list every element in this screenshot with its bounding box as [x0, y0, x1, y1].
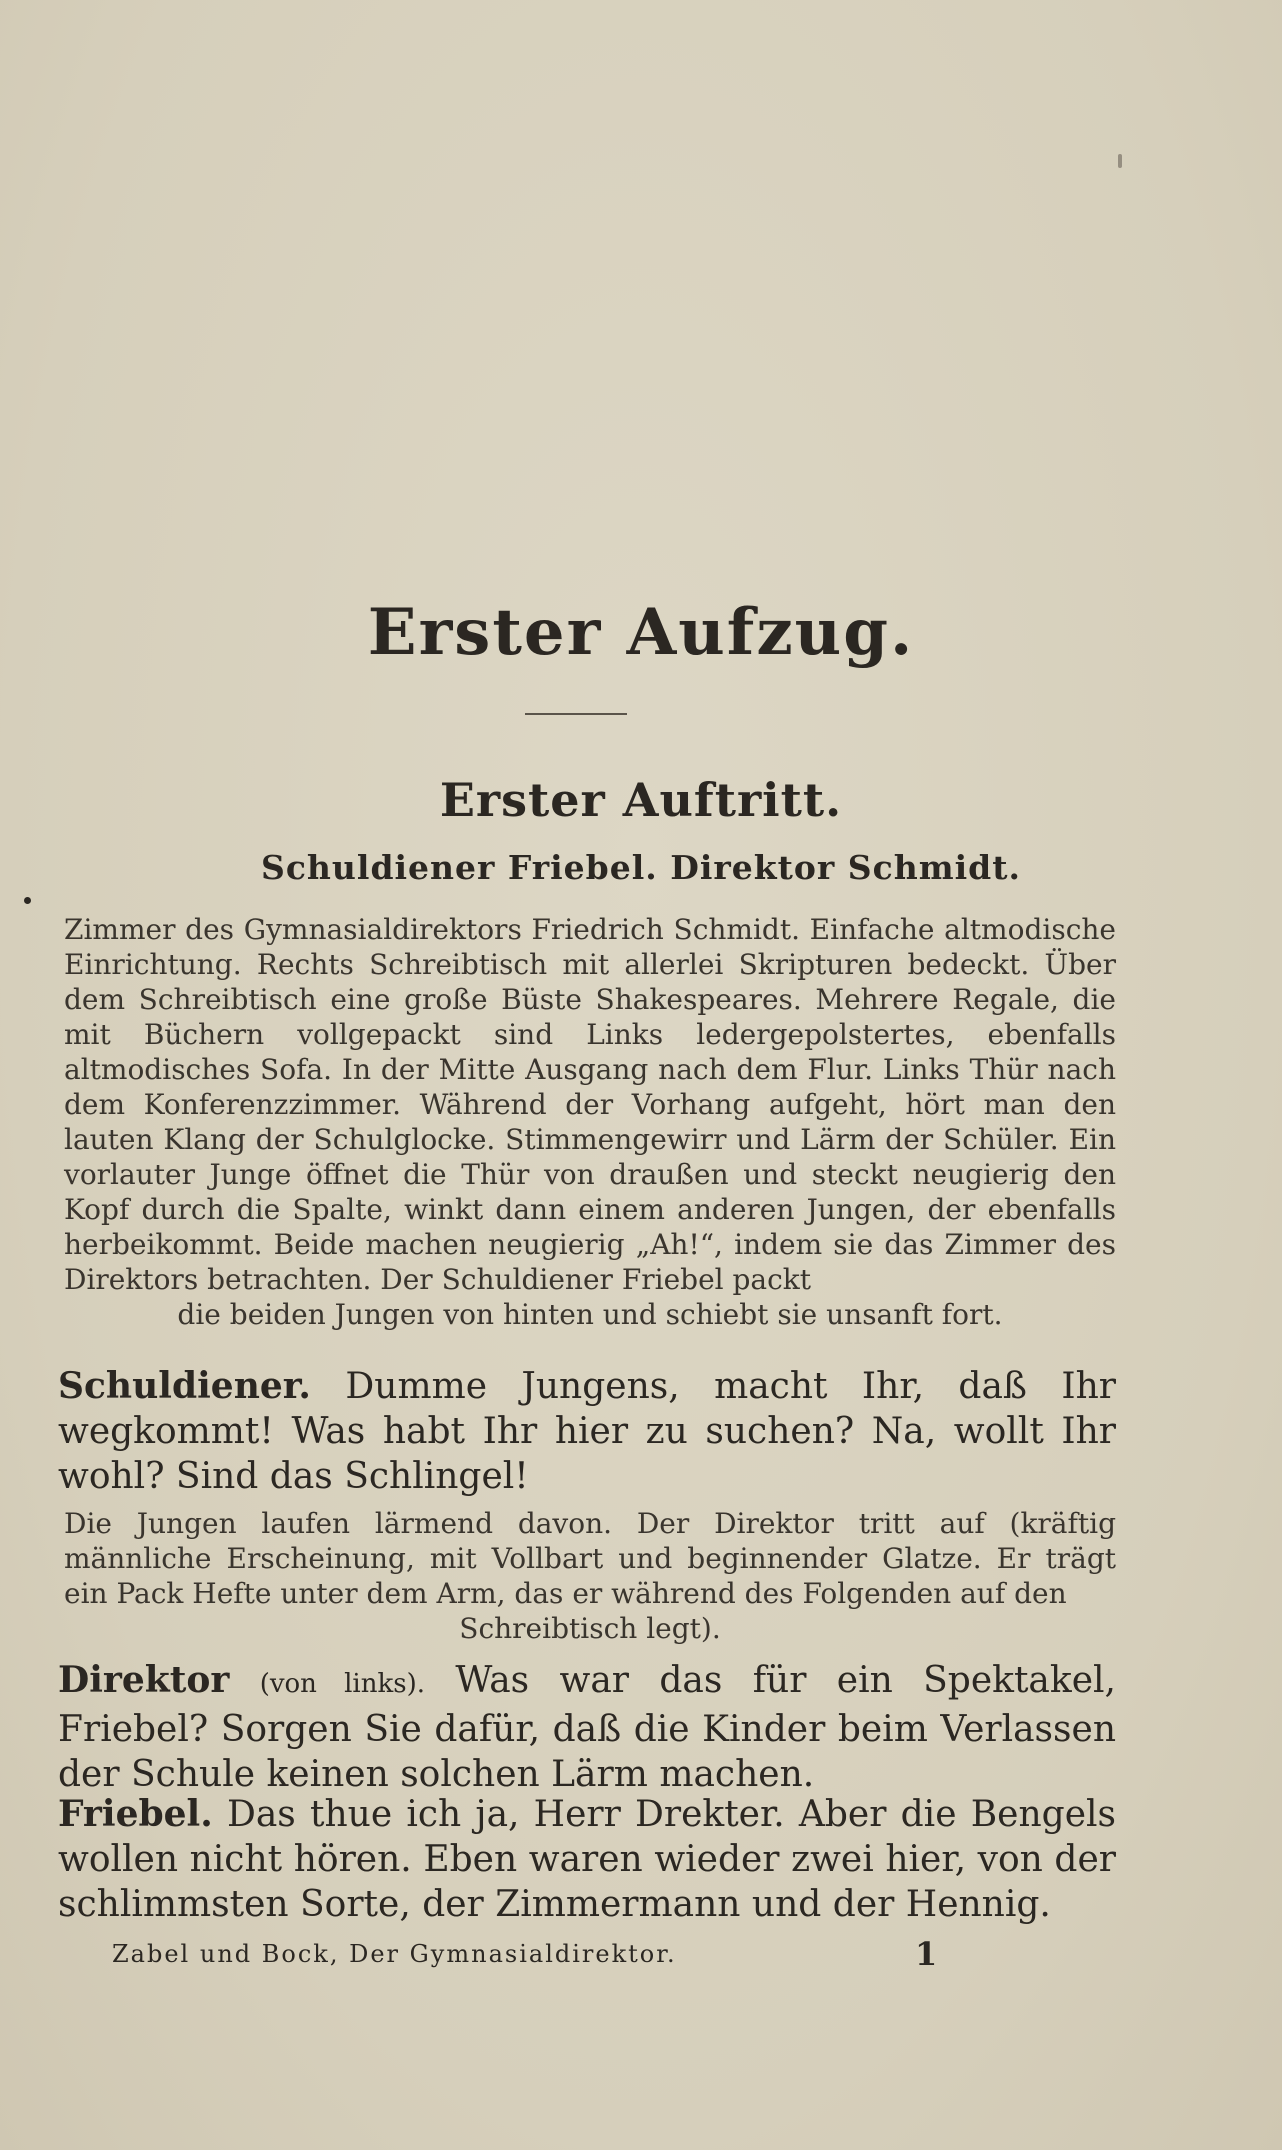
act-title: Erster Aufzug. [367, 595, 915, 670]
stage-direction-1-text: Zimmer des Gymnasialdirektors Friedrich Schmidt. Einfache altmodische Einrichtung. Rechts Schreibtisch mit allerlei Skripturen bedeckt. Über dem Schreibtisch eine große Büste Shakespeares. Mehrere Regale, die mit Büchern vollgepackt sind Links ledergepolstertes, ebenfalls altmodisches Sofa. In der Mitte Ausgang nach dem Flur. Links Thür nach dem Konferenzzimmer. Während der Vorhang aufgeht, hört man den lauten Klang der Schulglocke. Stimmengewirr und Lärm der Schüler. Ein vorlauter Junge öffnet die Thür von draußen und steckt neugierig den Kopf durch die Spalte, winkt dann einem anderen Jungen, der ebenfalls herbeikommt. Beide machen neugierig „Ah!“, indem sie das Zimmer des Direktors betrachten. Der Schuldiener Friebel packt [64, 913, 1116, 1296]
stage-direction-1-last-line: die beiden Jungen von hinten und schiebt sie unsanft fort. [177, 1298, 1003, 1331]
speech-direktor [58, 1658, 1116, 1797]
speaker-name: Direktor [58, 1659, 230, 1701]
speaker-name: Schuldiener. [58, 1365, 311, 1407]
margin-mark [1118, 154, 1122, 168]
speaker-name: Friebel. [58, 1793, 213, 1835]
speech-text: Was war das für ein Spektakel, Friebel? Sorgen Sie dafür, daß die Kinder beim Verlassen der Schule keinen solchen Lärm machen. [58, 1660, 1116, 1795]
speaker-aside: (von links). [259, 1669, 425, 1699]
persons-line: Schuldiener Friebel. Direktor Schmidt. [261, 848, 1021, 887]
speech-text: Dumme Jungens, macht Ihr, daß Ihr wegkommt! Was habt Ihr hier zu suchen? Na, wollt Ihr wohl? Sind das Schlingel! [58, 1366, 1116, 1497]
title-divider [525, 713, 627, 715]
stage-direction-2-last-line: Schreibtisch legt). [459, 1612, 721, 1645]
page-number: 1 [915, 1935, 938, 1973]
stage-direction-1 [64, 912, 1116, 1332]
ink-dot [24, 897, 31, 904]
speech-schuldiener [58, 1364, 1116, 1499]
speech-friebel [58, 1792, 1116, 1927]
stage-direction-2-text: Die Jungen laufen lärmend davon. Der Direktor tritt auf (kräftig männliche Erscheinung, mit Vollbart und beginnender Glatze. Er trägt ein Pack Hefte unter dem Arm, das er während des Folgenden auf den [64, 1507, 1116, 1610]
scene-title: Erster Auftritt. [439, 773, 843, 827]
stage-direction-2 [64, 1506, 1116, 1646]
footer-signature: Zabel und Bock, Der Gymnasialdirektor. [112, 1940, 677, 1968]
speech-text: Das thue ich ja, Herr Drekter. Aber die Bengels wollen nicht hören. Eben waren wieder zwei hier, von der schlimmsten Sorte, der Zimmermann und der Hennig. [58, 1794, 1116, 1925]
